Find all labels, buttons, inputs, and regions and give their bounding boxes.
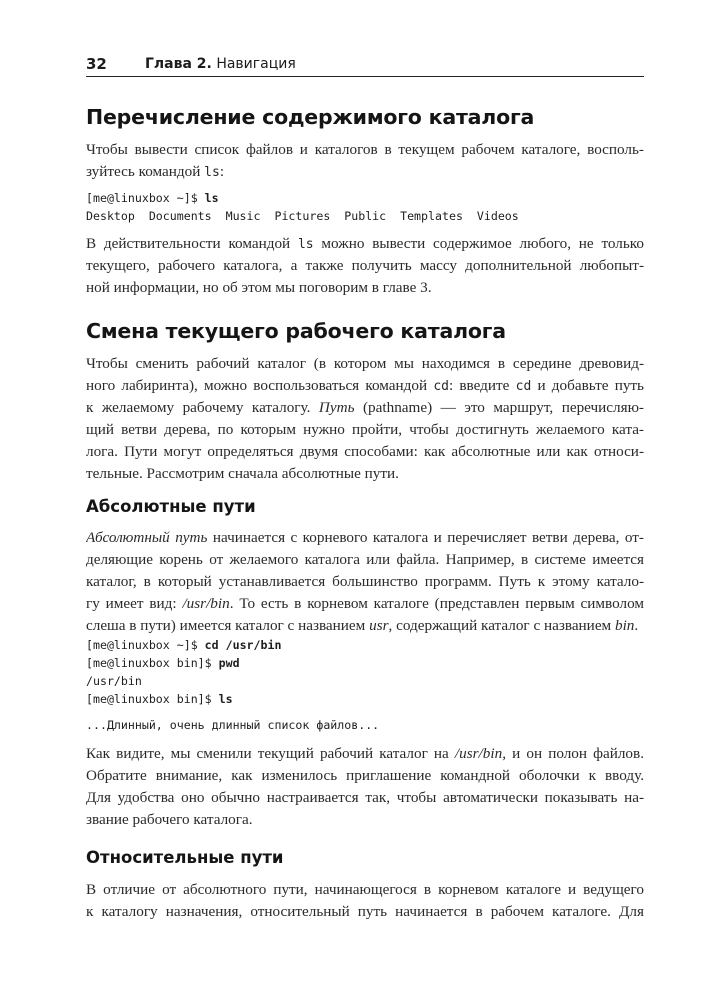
code-line: [me@linuxbox bin]$ pwd <box>86 656 240 670</box>
header-rule <box>86 76 644 77</box>
italic-path: /usr/bin <box>182 595 230 612</box>
section2-paragraph <box>86 353 644 485</box>
text-line: щий ветви дерева, по которым нужно пройти, чтобы достигнуть желаемого ката- <box>86 421 644 438</box>
text-line: зуйтесь командой ls: <box>86 163 225 180</box>
section1-intro <box>86 139 644 183</box>
code-block-ls <box>86 189 644 225</box>
text-line: ной информации, но об этом мы поговорим в главе 3. <box>86 279 432 296</box>
text-line: текущего, рабочего каталога, а также получить массу дополнительной любопыт- <box>86 257 644 274</box>
text-line: гу имеет вид: /usr/bin. То есть в корневом каталоге (представлен первым символом <box>86 595 644 612</box>
page-number: 32 <box>86 55 107 73</box>
text-line: Обратите внимание, как изменилось приглашение командной оболочки к вводу. <box>86 767 644 784</box>
code-line: [me@linuxbox bin]$ ls <box>86 692 233 706</box>
chapter-label: Глава 2. <box>145 56 212 72</box>
italic-path: bin <box>614 617 635 634</box>
text-line: к желаемому рабочему каталогу. Путь (pathname) — это маршрут, перечисляю- <box>86 399 644 416</box>
inline-code: ls <box>204 165 220 180</box>
text-line: Как видите, мы сменили текущий рабочий каталог на /usr/bin, и он полон файлов. <box>86 745 644 762</box>
text-line: Для удобства оно обычно настраивается так, чтобы автоматически показывать на- <box>86 789 644 806</box>
section3-paragraph <box>86 527 644 637</box>
section4-paragraph <box>86 879 644 923</box>
chapter-title: Навигация <box>216 56 296 72</box>
code-line: /usr/bin <box>86 674 142 688</box>
text-line: деляющие корень от желаемого каталога или файла. Например, в системе имеется <box>86 551 644 568</box>
code-block-cd <box>86 636 644 734</box>
code-line: Desktop Documents Music Pictures Public Templates Videos <box>86 209 519 223</box>
text-line: тельные. Рассмотрим сначала абсолютные пути. <box>86 465 399 482</box>
inline-code: ls <box>297 237 314 252</box>
italic-path: /usr/bin <box>454 745 503 762</box>
text-line: ного лабиринта), можно воспользоваться командой cd: введите cd и добавьте путь <box>86 377 644 394</box>
inline-code: cd <box>433 379 449 394</box>
text-line: Чтобы сменить рабочий каталог (в котором мы находимся в середине древовид- <box>86 355 644 372</box>
italic-term: Путь <box>318 399 355 416</box>
code-line: ...Длинный, очень длинный список файлов... <box>86 718 380 732</box>
text-line: лога. Пути могут определяться двумя способами: как абсолютные или как относи- <box>86 443 644 460</box>
page-header <box>86 51 644 77</box>
code-line: [me@linuxbox ~]$ cd /usr/bin <box>86 638 282 652</box>
running-head <box>145 56 296 72</box>
italic-term: Абсолютный путь <box>86 529 208 546</box>
text-line: к каталогу назначения, относительный путь начинается в рабочем каталоге. Для <box>86 903 644 920</box>
section-heading-change-dir: Смена текущего рабочего каталога <box>86 319 506 343</box>
text-line: В отличие от абсолютного пути, начинающегося в корневом каталоге и ведущего <box>86 881 644 898</box>
subsection-heading-absolute: Абсолютные пути <box>86 497 256 516</box>
code-line: [me@linuxbox ~]$ ls <box>86 191 219 205</box>
text-line: В действительности командой ls можно вывести содержимое любого, не только <box>86 235 644 252</box>
text-line: Абсолютный путь начинается с корневого каталога и перечисляет ветви дерева, от- <box>86 529 644 546</box>
text-line: каталог, в который устанавливается большинство программ. Путь к этому катало- <box>86 573 644 590</box>
text-line: Чтобы вывести список файлов и каталогов в текущем рабочем каталоге, восполь- <box>86 141 644 158</box>
inline-code: cd <box>515 379 532 394</box>
italic-path: usr <box>369 617 389 634</box>
text-line: слеша в пути) имеется каталог с названием usr, содержащий каталог с названием bin. <box>86 617 639 634</box>
section-heading-listing: Перечисление содержимого каталога <box>86 105 535 129</box>
section3-paragraph-2 <box>86 743 644 831</box>
subsection-heading-relative: Относительные пути <box>86 848 284 867</box>
section1-paragraph <box>86 233 644 299</box>
text-line: звание рабочего каталога. <box>86 811 253 828</box>
